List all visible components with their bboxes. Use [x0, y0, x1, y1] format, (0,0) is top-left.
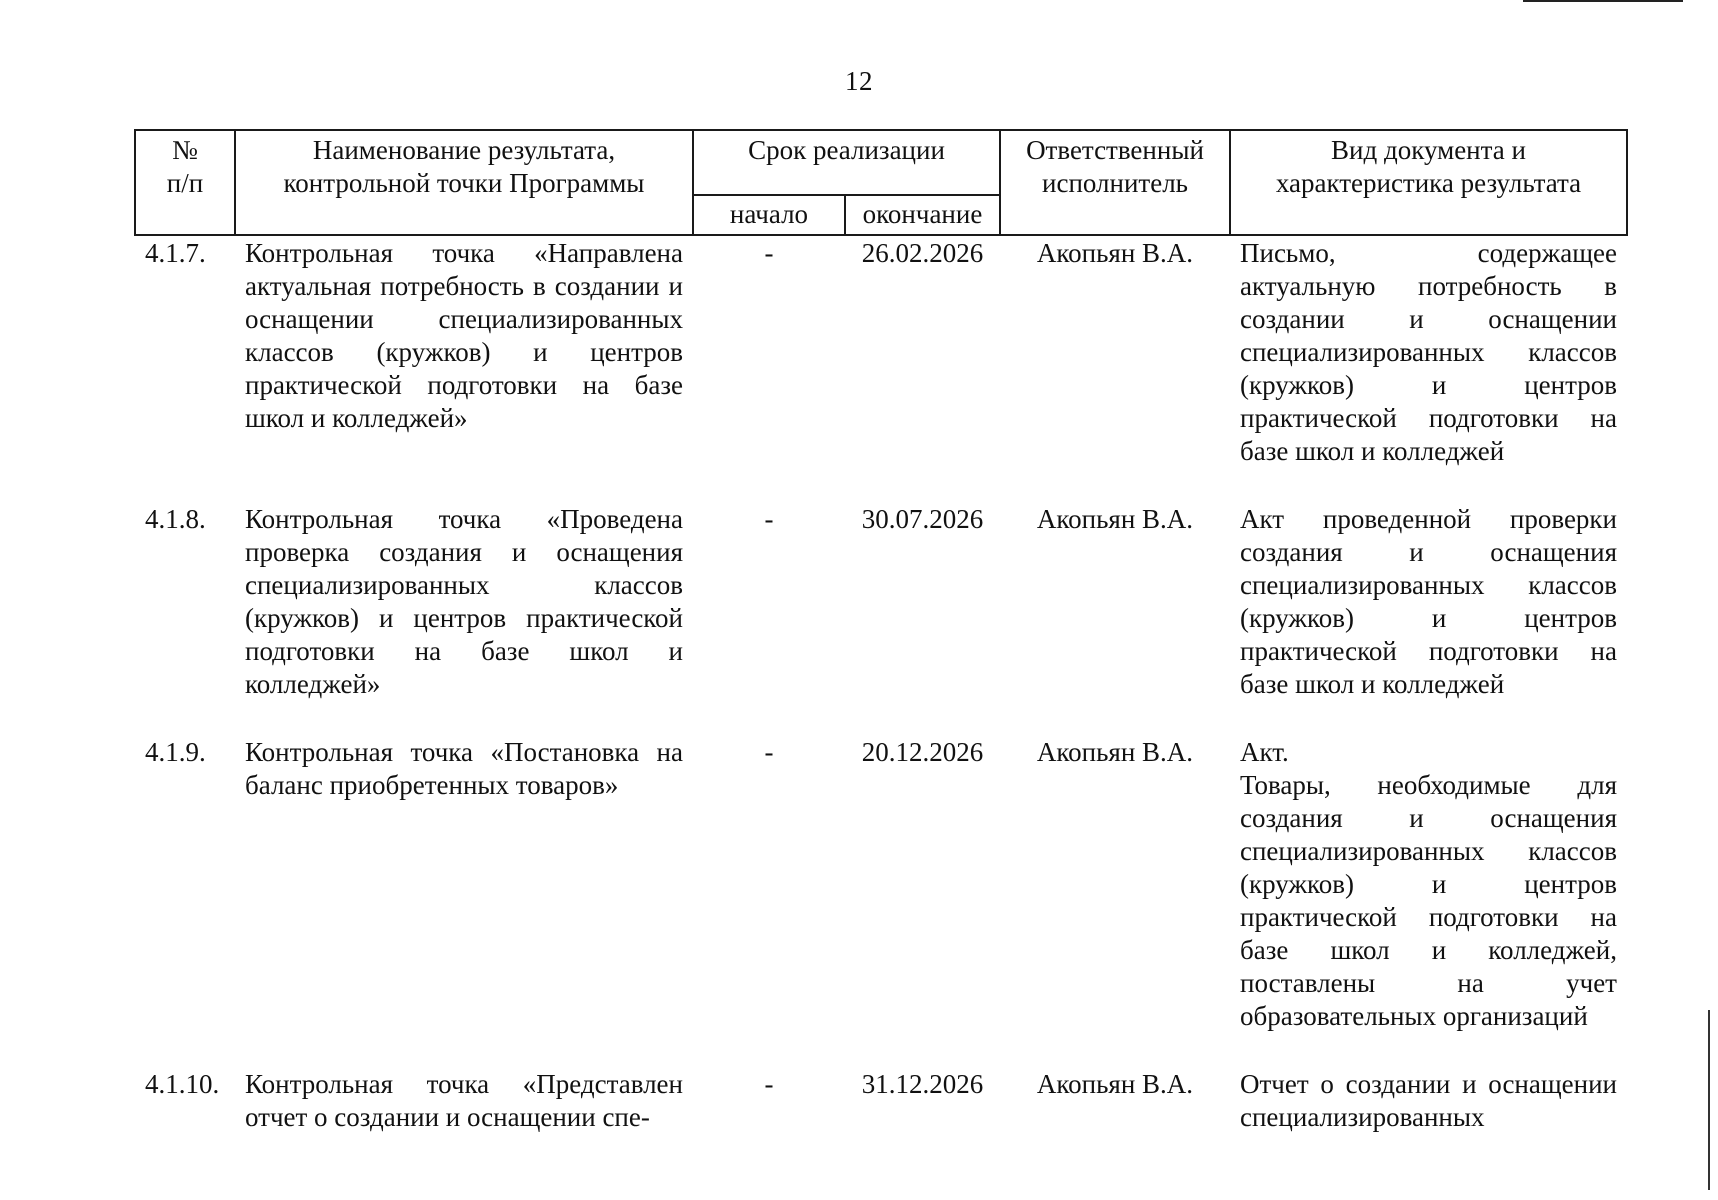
row-end: 20.12.2026 — [861, 737, 984, 767]
header-num: № п/п — [135, 130, 235, 235]
row-number: 4.1.7. — [145, 238, 206, 268]
header-document: Вид документа и характеристика результата — [1230, 130, 1627, 235]
row-start: - — [764, 504, 774, 534]
row-start: - — [764, 238, 774, 268]
program-table — [134, 129, 1628, 1134]
row-name: Контрольная точка «Постановка на баланс приобретенных товаров» — [245, 737, 683, 800]
row-end: 31.12.2026 — [861, 1069, 984, 1099]
header-row — [135, 130, 1627, 195]
row-number: 4.1.8. — [145, 504, 206, 534]
row-document: Акт проведенной проверки создания и оснащения специализированных классов (кружков) и центров практической подготовки на базе школ и колледжей — [1240, 504, 1617, 699]
row-number: 4.1.10. — [145, 1069, 220, 1099]
row-responsible: Акопьян В.А. — [1036, 1069, 1194, 1099]
page-number: 12 — [845, 66, 873, 96]
header-end: окончание — [845, 195, 1000, 235]
scan-edge — [1708, 1010, 1710, 1190]
row-document-cell — [1230, 735, 1627, 1067]
row-end: 26.02.2026 — [861, 238, 984, 268]
table-row — [135, 735, 1627, 1067]
row-name: Контрольная точка «Направлена актуальная потребность в создании и оснащении специализированных классов (кружков) и центров практической подготовки на базе школ и колледжей» — [245, 238, 683, 433]
row-responsible: Акопьян В.А. — [1036, 737, 1194, 767]
table-row — [135, 502, 1627, 735]
row-document: Отчет о создании и оснащении специализированных — [1240, 1069, 1617, 1132]
table-row — [135, 1067, 1627, 1134]
row-document: Товары, необходимые для создания и оснащения специализированных классов (кружков) и центров практической подготовки на базе школ и колледжей, поставлены на учет образовательных организаций — [1240, 770, 1617, 1031]
table-row — [135, 235, 1627, 502]
header-responsible: Ответственный исполнитель — [1000, 130, 1230, 235]
header-period: Срок реализации — [693, 130, 1000, 195]
header-name: Наименование результата, контрольной точки Программы — [235, 130, 693, 235]
row-start: - — [764, 737, 774, 767]
row-responsible: Акопьян В.А. — [1036, 238, 1194, 268]
top-rule — [1523, 0, 1683, 2]
header-start: начало — [693, 195, 845, 235]
row-start: - — [764, 1069, 774, 1099]
row-end: 30.07.2026 — [861, 504, 984, 534]
row-name: Контрольная точка «Представлен отчет о создании и оснащении спе- — [245, 1069, 683, 1132]
row-document-title: Акт. — [1240, 737, 1289, 767]
row-number: 4.1.9. — [145, 737, 206, 767]
row-document: Письмо, содержащее актуальную потребность в создании и оснащении специализированных классов (кружков) и центров практической подготовки на базе школ и колледжей — [1240, 238, 1617, 466]
row-responsible: Акопьян В.А. — [1036, 504, 1194, 534]
row-name: Контрольная точка «Проведена проверка создания и оснащения специализированных классов (кружков) и центров практической подготовки на базе школ и колледжей» — [245, 504, 683, 699]
